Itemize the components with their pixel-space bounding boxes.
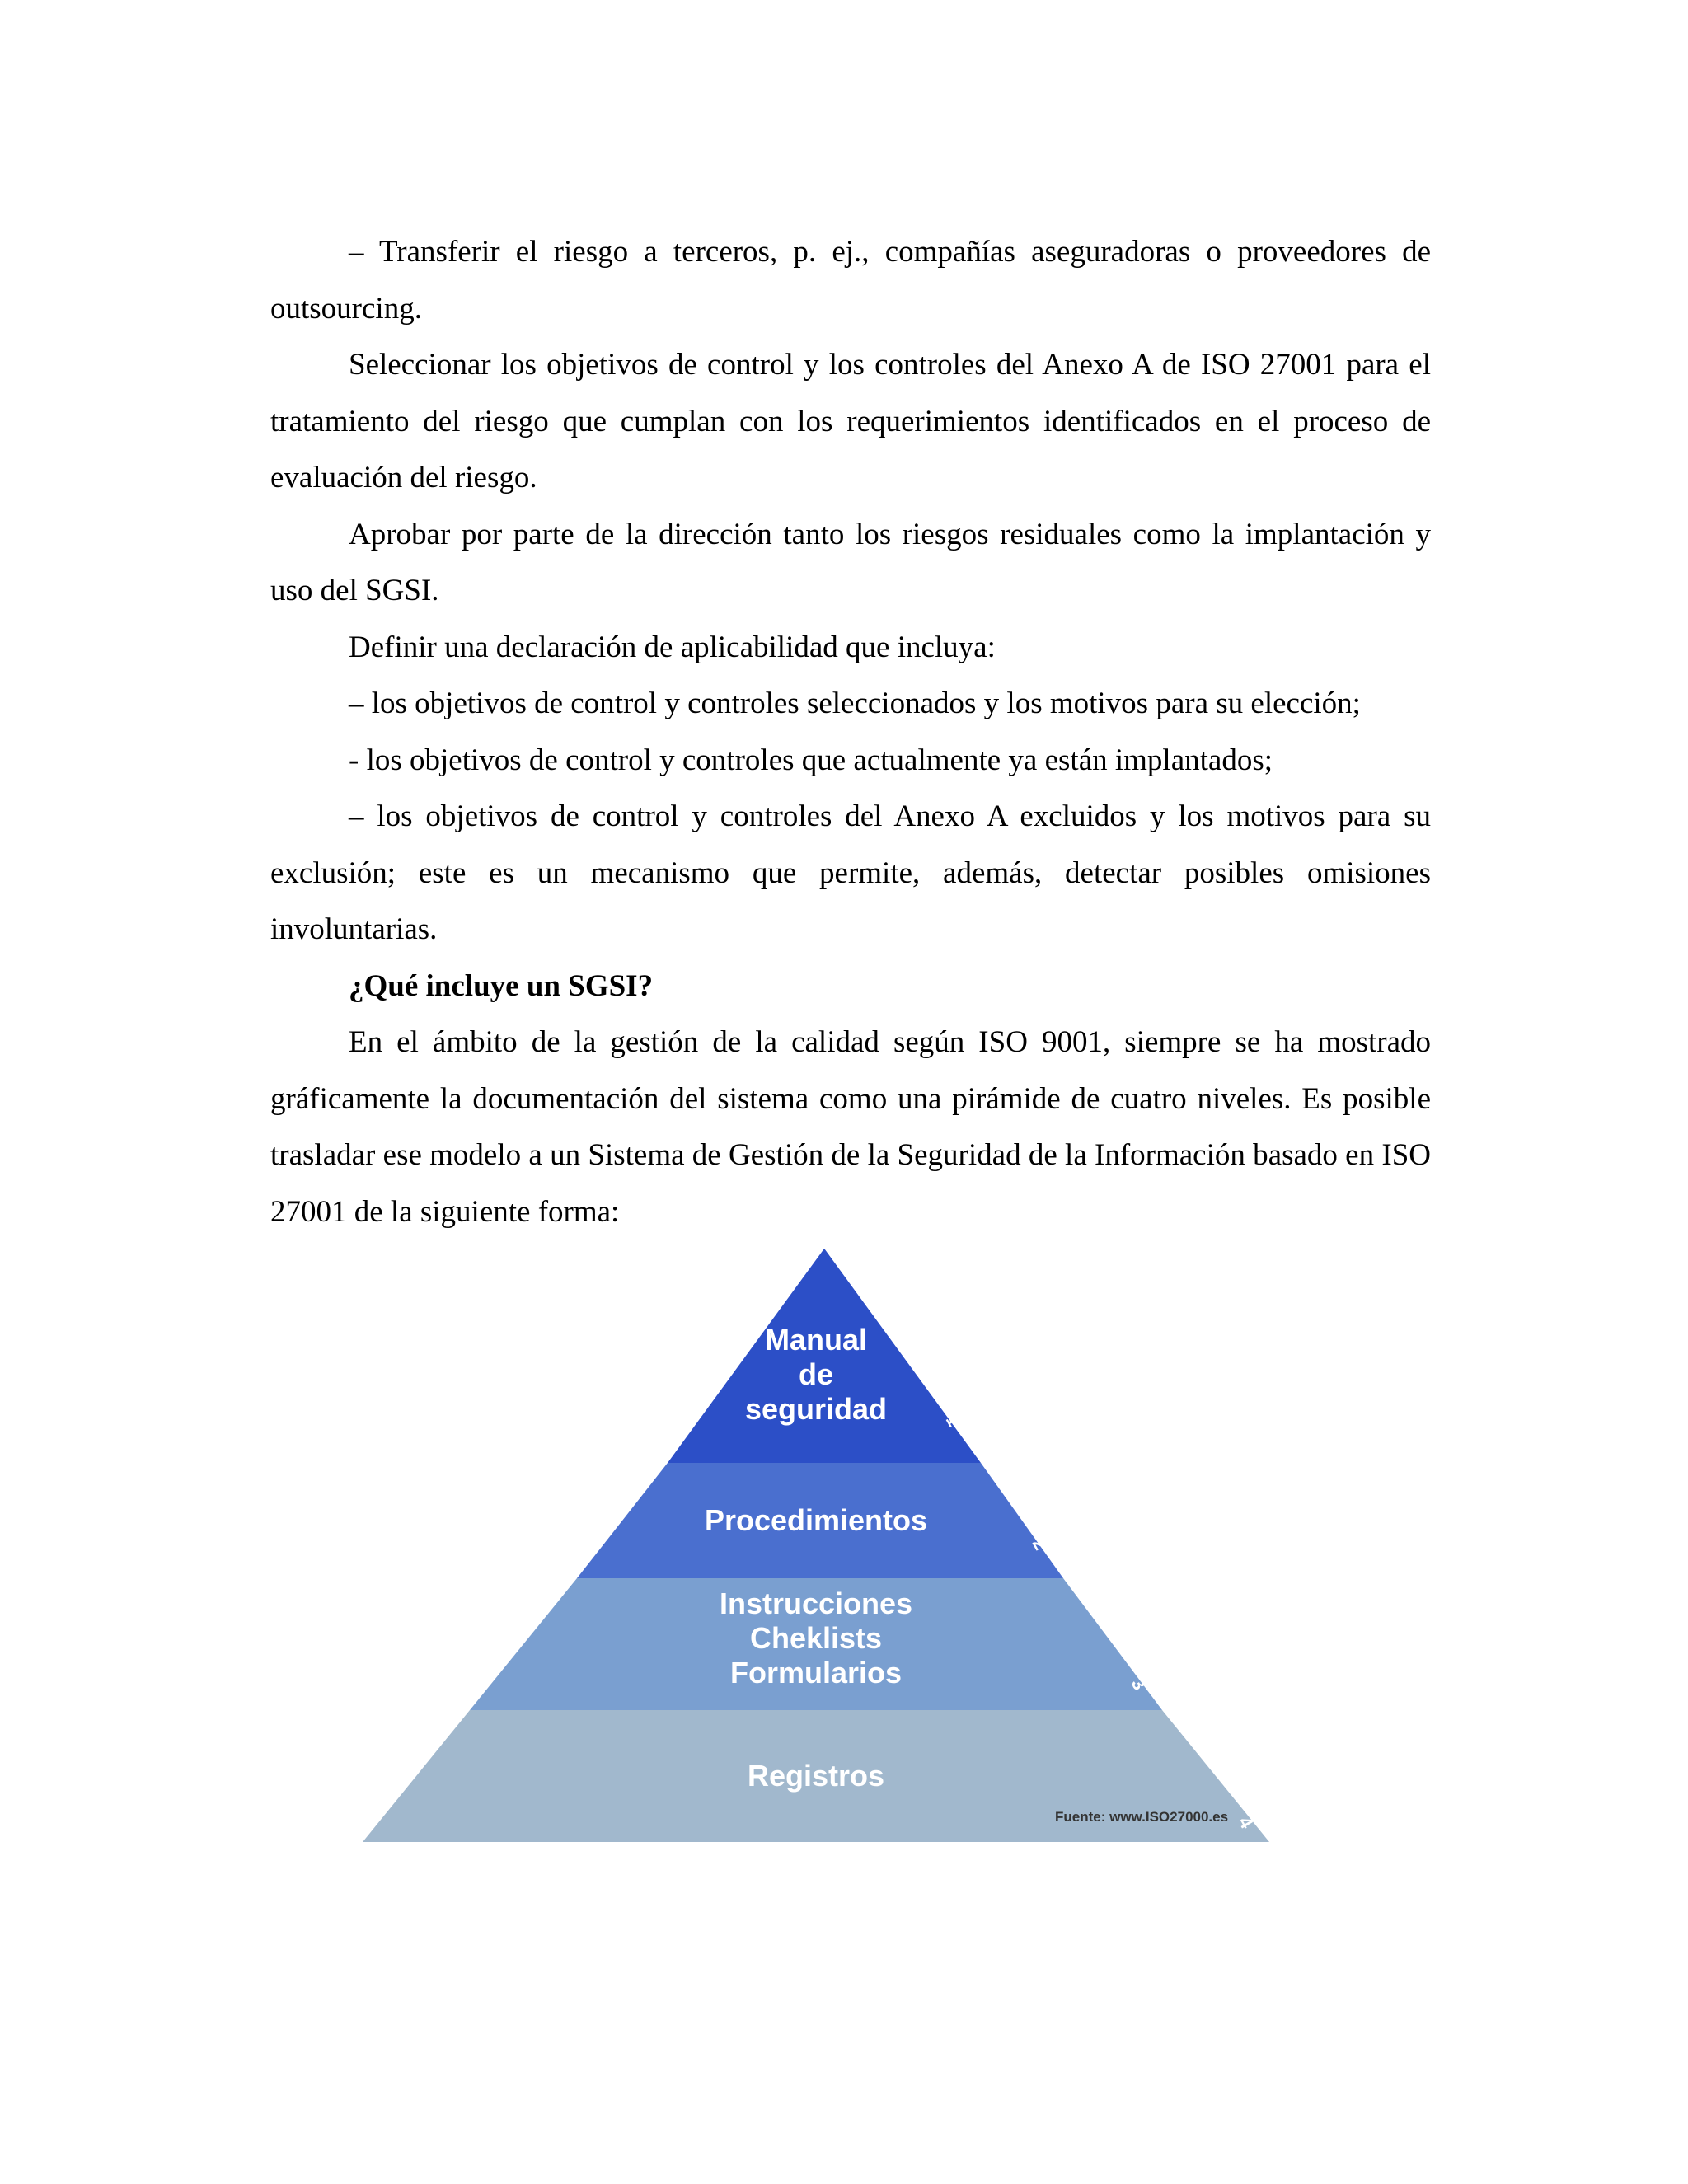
pyramid-level-1-label-line-1: Manual — [764, 1323, 868, 1357]
pyramid-level-4-number: 4 — [1234, 1812, 1258, 1832]
figure-source-caption: Fuente: www.ISO27000.es — [1055, 1809, 1229, 1825]
list-item-selected-controls: – los objetivos de control y controles seleccionados y los motivos para su elección; — [349, 687, 1361, 720]
list-item-implemented-controls: - los objetivos de control y controles que actualmente ya están implantados; — [349, 743, 1273, 777]
pyramid-level-2-label: Procedimientos — [704, 1503, 928, 1537]
pyramid-level-3-label-line-2: Cheklists — [749, 1621, 883, 1655]
pyramid-level-2-number: 2 — [1028, 1534, 1052, 1554]
document-body — [270, 224, 1431, 1240]
paragraph-iso-9001: En el ámbito de la gestión de la calidad según ISO 9001, siempre se ha mostrado gráficamente la documentación del sistema como una pirámide de cuatro niveles. Es posible trasladar ese modelo a un Sistema de Gestión de la Seguridad de la Información basado en ISO 27001 de la siguiente forma: — [270, 1025, 1431, 1229]
paragraph-approve-risks: Aprobar por parte de la dirección tanto los riesgos residuales como la implantación y uso del SGSI. — [270, 517, 1431, 607]
pyramid-level-1-label-line-2: de — [798, 1357, 834, 1391]
list-item-excluded-controls: – los objetivos de control y controles del Anexo A excluidos y los motivos para su exclusión; este es un mecanismo que permite, además, detectar posibles omisiones involuntarias. — [270, 799, 1431, 946]
pyramid-level-3-number: 3 — [1127, 1674, 1151, 1694]
pyramid-diagram — [346, 1249, 1294, 1842]
pyramid-level-4-label: Registros — [747, 1759, 885, 1793]
paragraph-select-controls: Seleccionar los objetivos de control y los controles del Anexo A de ISO 27001 para el tratamiento del riesgo que cumplan con los requerimientos identificados en el proceso de evaluación del riesgo. — [270, 348, 1431, 494]
documentation-pyramid-figure — [346, 1249, 1294, 1842]
pyramid-level-3-label-line-1: Instrucciones — [719, 1586, 913, 1620]
pyramid-level-1-label-line-3: seguridad — [744, 1392, 888, 1426]
paragraph-declaration: Definir una declaración de aplicabilidad que incluya: — [349, 630, 996, 664]
paragraph-transfer-risk: – Transferir el riesgo a terceros, p. ej., compañías aseguradoras o proveedores de outsourcing. — [270, 235, 1431, 326]
section-heading: ¿Qué incluye un SGSI? — [349, 968, 654, 1003]
pyramid-level-3-label-line-3: Formularios — [729, 1656, 903, 1690]
pyramid-level-1-number: 1 — [941, 1410, 965, 1430]
